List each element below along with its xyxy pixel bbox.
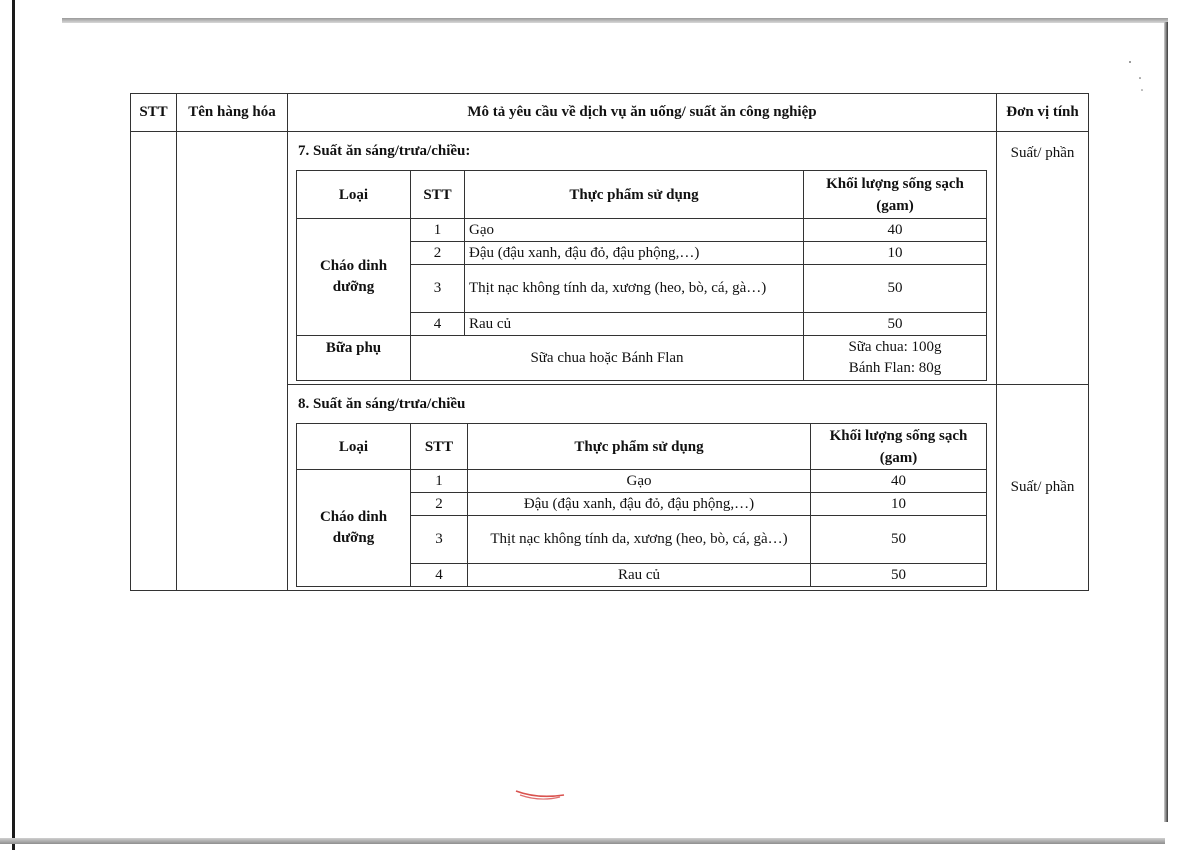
section-7-food-table — [296, 170, 987, 381]
col-khoi-luong: Khối lượng sống sạch (gam) — [811, 424, 987, 470]
header-mo-ta: Mô tả yêu cầu về dịch vụ ăn uống/ suất ăn công nghiệp — [288, 94, 997, 132]
item-stt: 4 — [411, 564, 468, 587]
stt-cell — [131, 132, 177, 591]
scan-edge-top — [62, 18, 1168, 23]
col-stt: STT — [411, 171, 465, 219]
item-qty: 50 — [811, 564, 987, 587]
item-qty: 40 — [811, 470, 987, 493]
header-don-vi-tinh: Đơn vị tính — [997, 94, 1089, 132]
item-name: Thịt nạc không tính da, xương (heo, bò, cá, gà…) — [465, 265, 804, 313]
item-name: Rau củ — [468, 564, 811, 587]
header-stt: STT — [131, 94, 177, 132]
item-qty: 50 — [804, 313, 987, 336]
pen-mark — [512, 785, 572, 805]
item-stt: 1 — [411, 219, 465, 242]
item-name: Đậu (đậu xanh, đậu đỏ, đậu phộng,…) — [465, 242, 804, 265]
food-table-header — [297, 171, 987, 219]
item-stt: 3 — [411, 516, 468, 564]
extra-qty — [804, 336, 987, 381]
item-stt: 3 — [411, 265, 465, 313]
group-label: Cháo dinh dưỡng — [297, 219, 411, 336]
section-7-description — [288, 132, 997, 385]
ten-hang-hoa-cell — [177, 132, 288, 591]
item-qty: 50 — [811, 516, 987, 564]
item-name: Đậu (đậu xanh, đậu đỏ, đậu phộng,…) — [468, 493, 811, 516]
item-name: Rau củ — [465, 313, 804, 336]
header-ten-hang-hoa: Tên hàng hóa — [177, 94, 288, 132]
table-row — [297, 470, 987, 493]
col-loai: Loại — [297, 171, 411, 219]
section-8-food-table — [296, 423, 987, 587]
section-8-title: 8. Suất ăn sáng/trưa/chiều — [298, 396, 466, 412]
col-loai: Loại — [297, 424, 411, 470]
item-name: Thịt nạc không tính da, xương (heo, bò, cá, gà…) — [468, 516, 811, 564]
item-stt: 2 — [411, 242, 465, 265]
extra-label: Bữa phụ — [297, 336, 411, 381]
food-table-header — [297, 424, 987, 470]
main-header-row — [131, 94, 1089, 132]
item-name: Gạo — [465, 219, 804, 242]
scan-edge-bottom — [0, 838, 1165, 844]
item-qty: 50 — [804, 265, 987, 313]
extra-food: Sữa chua hoặc Bánh Flan — [411, 336, 804, 381]
scan-edge-left — [12, 0, 15, 850]
item-qty: 40 — [804, 219, 987, 242]
item-qty: 10 — [811, 493, 987, 516]
table-row — [297, 219, 987, 242]
extra-qty-line1: Sữa chua: 100g — [848, 339, 942, 355]
col-thuc-pham: Thực phẩm sử dụng — [468, 424, 811, 470]
section-7-unit-cell — [997, 132, 1089, 385]
section-row-7 — [131, 132, 1089, 385]
group-label: Cháo dinh dưỡng — [297, 470, 411, 587]
scan-specks — [1128, 60, 1148, 100]
item-qty: 10 — [804, 242, 987, 265]
extra-qty-line2: Bánh Flan: 80g — [848, 360, 942, 376]
extra-row — [297, 336, 987, 381]
section-8-description — [288, 385, 997, 591]
scan-edge-right — [1164, 22, 1168, 822]
section-7-title: 7. Suất ăn sáng/trưa/chiều: — [298, 143, 471, 159]
section-7-unit: Suất/ phần — [1010, 145, 1075, 161]
item-stt: 2 — [411, 493, 468, 516]
item-stt: 4 — [411, 313, 465, 336]
col-thuc-pham: Thực phẩm sử dụng — [465, 171, 804, 219]
col-khoi-luong: Khối lượng sống sạch (gam) — [804, 171, 987, 219]
section-8-unit: Suất/ phần — [1010, 479, 1075, 495]
col-stt: STT — [411, 424, 468, 470]
main-table — [130, 93, 1089, 591]
section-8-unit-cell — [997, 385, 1089, 591]
item-stt: 1 — [411, 470, 468, 493]
item-name: Gạo — [468, 470, 811, 493]
